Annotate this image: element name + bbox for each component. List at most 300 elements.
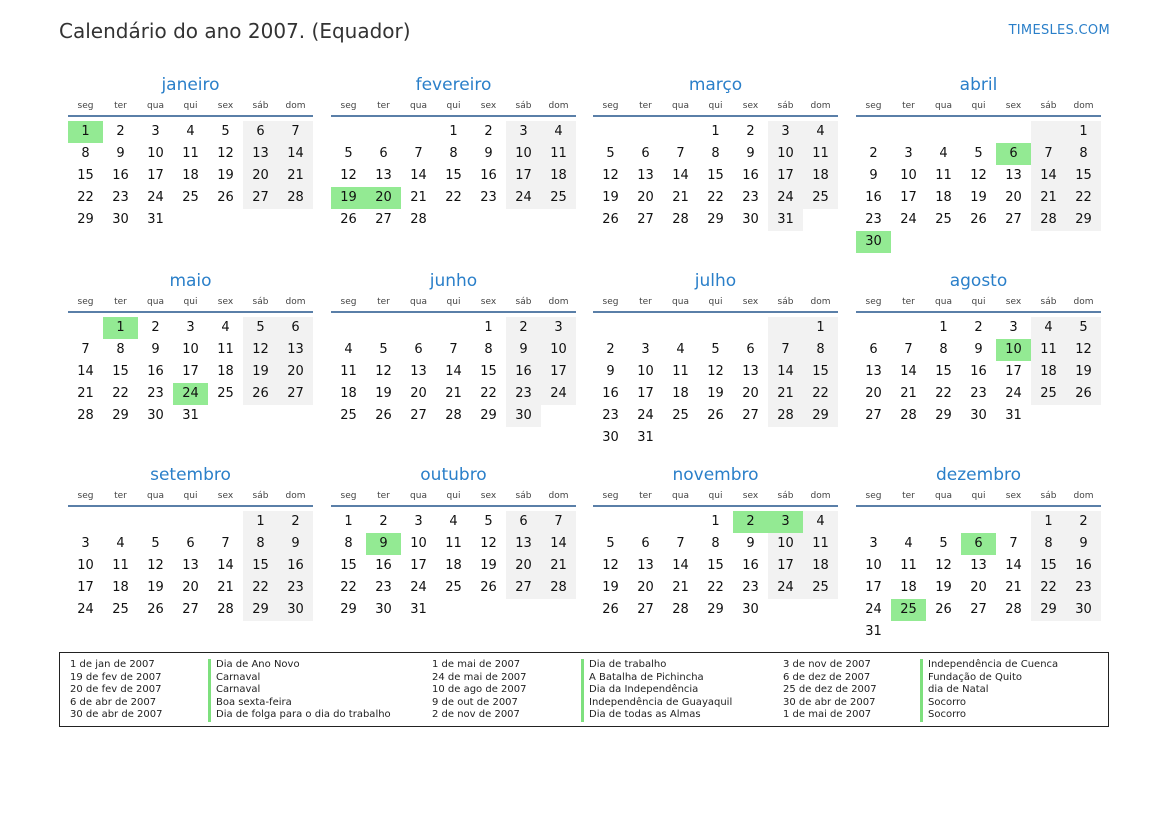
day-cell: 11 (112, 558, 129, 573)
weekday-label: qua (147, 491, 164, 501)
weekday-label: dom (285, 297, 306, 307)
day-cell: 7 (1009, 536, 1018, 551)
weekday-label: seg (602, 101, 619, 111)
day-cell: 6 (379, 146, 388, 161)
month-janeiro (68, 74, 313, 231)
day-cell: 27 (278, 383, 313, 405)
day-cell: 11 (541, 143, 576, 165)
day-cell: 19 (602, 580, 619, 595)
holiday-day-cell: 30 (856, 231, 891, 253)
day-cell: 25 (672, 408, 689, 423)
weekday-label: ter (902, 297, 915, 307)
month-title: maio (169, 271, 212, 291)
day-cell: 13 (970, 558, 987, 573)
days-grid (856, 511, 1101, 643)
site-link[interactable]: TIMESLES.COM (1008, 23, 1110, 38)
day-cell: 29 (1066, 209, 1101, 231)
weekday-header (856, 295, 1101, 313)
day-cell: 1 (1031, 511, 1066, 533)
day-cell: 27 (182, 602, 199, 617)
legend-holiday-name: Independência de Cuenca (920, 659, 1058, 672)
day-cell: 27 (1005, 212, 1022, 227)
weekday-header (331, 99, 576, 117)
day-cell: 3 (506, 121, 541, 143)
weekday-label: sex (1005, 101, 1022, 111)
holiday-day-cell: 2 (733, 511, 768, 533)
day-cell: 2 (484, 124, 493, 139)
day-cell: 22 (1031, 577, 1066, 599)
day-cell: 2 (379, 514, 388, 529)
day-cell: 23 (480, 190, 497, 205)
weekday-label: seg (340, 101, 357, 111)
day-cell: 11 (1031, 339, 1066, 361)
day-cell: 7 (449, 342, 458, 357)
day-cell: 16 (1066, 555, 1101, 577)
weekday-label: seg (865, 101, 882, 111)
day-cell: 2 (974, 320, 983, 335)
day-cell: 11 (935, 168, 952, 183)
weekday-label: sex (742, 297, 759, 307)
day-cell: 11 (900, 558, 917, 573)
weekday-header (593, 99, 838, 117)
day-cell: 13 (637, 168, 654, 183)
day-cell: 23 (742, 580, 759, 595)
day-cell: 21 (900, 386, 917, 401)
month-title: abril (959, 75, 998, 95)
days-grid (331, 121, 576, 231)
empty-day-cell (891, 317, 926, 339)
day-cell: 13 (1005, 168, 1022, 183)
day-cell: 20 (1005, 190, 1022, 205)
weekday-label: seg (340, 297, 357, 307)
weekday-header (331, 489, 576, 507)
holiday-day-cell: 20 (366, 187, 401, 209)
day-cell: 26 (707, 408, 724, 423)
day-cell: 28 (541, 577, 576, 599)
day-cell: 9 (484, 146, 493, 161)
day-cell: 24 (77, 602, 94, 617)
day-cell: 25 (112, 602, 129, 617)
day-cell: 20 (410, 386, 427, 401)
empty-day-cell (401, 121, 436, 143)
weekday-label: ter (377, 297, 390, 307)
day-cell: 29 (112, 408, 129, 423)
legend-date: 24 de mai de 2007 (432, 671, 527, 683)
day-cell: 31 (182, 408, 199, 423)
day-cell: 18 (182, 168, 199, 183)
weekday-label: qui (971, 297, 986, 307)
day-cell: 18 (340, 386, 357, 401)
day-cell: 2 (746, 124, 755, 139)
legend-holiday-name: Independência de Guayaquil (581, 697, 732, 710)
weekday-label: qui (708, 101, 723, 111)
weekday-label: sáb (1040, 101, 1057, 111)
weekday-label: ter (902, 101, 915, 111)
day-cell: 17 (541, 361, 576, 383)
day-cell: 15 (707, 558, 724, 573)
day-cell: 4 (116, 536, 125, 551)
day-cell: 6 (278, 317, 313, 339)
day-cell: 21 (278, 165, 313, 187)
day-cell: 6 (243, 121, 278, 143)
day-cell: 18 (935, 190, 952, 205)
day-cell: 14 (672, 558, 689, 573)
weekday-label: qui (183, 297, 198, 307)
days-grid (856, 317, 1101, 427)
weekday-label: ter (114, 491, 127, 501)
month-title: setembro (150, 465, 231, 485)
day-cell: 2 (1066, 511, 1101, 533)
day-cell: 31 (865, 624, 882, 639)
day-cell: 27 (506, 577, 541, 599)
weekday-label: qua (672, 101, 689, 111)
day-cell: 30 (506, 405, 541, 427)
day-cell: 16 (278, 555, 313, 577)
day-cell: 21 (445, 386, 462, 401)
month-setembro (68, 464, 313, 621)
weekday-label: qui (971, 491, 986, 501)
day-cell: 1 (344, 514, 353, 529)
day-cell: 15 (77, 168, 94, 183)
day-cell: 6 (414, 342, 423, 357)
legend-dates-col-2 (432, 659, 527, 722)
day-cell: 30 (147, 408, 164, 423)
empty-day-cell (926, 511, 961, 533)
day-cell: 7 (414, 146, 423, 161)
month-outubro (331, 464, 576, 621)
weekday-label: sex (480, 101, 497, 111)
day-cell: 7 (221, 536, 230, 551)
month-abril (856, 74, 1101, 253)
day-cell: 19 (480, 558, 497, 573)
empty-day-cell (593, 511, 628, 533)
day-cell: 24 (541, 383, 576, 405)
day-cell: 23 (375, 580, 392, 595)
day-cell: 9 (506, 339, 541, 361)
weekday-label: dom (1073, 491, 1094, 501)
day-cell: 22 (77, 190, 94, 205)
day-cell: 25 (217, 386, 234, 401)
legend-date: 9 de out de 2007 (432, 696, 518, 708)
day-cell: 7 (768, 339, 803, 361)
day-cell: 21 (217, 580, 234, 595)
day-cell: 11 (803, 533, 838, 555)
legend-date: 2 de nov de 2007 (432, 709, 520, 721)
day-cell: 14 (217, 558, 234, 573)
legend-names-col-2 (581, 659, 732, 722)
day-cell: 21 (768, 383, 803, 405)
day-cell: 13 (243, 143, 278, 165)
day-cell: 18 (803, 165, 838, 187)
day-cell: 11 (803, 143, 838, 165)
weekday-label: sáb (515, 491, 532, 501)
weekday-header (856, 489, 1101, 507)
day-cell: 20 (742, 386, 759, 401)
legend-date: 30 de abr de 2007 (70, 709, 163, 721)
weekday-label: sex (217, 491, 234, 501)
month-junho (331, 270, 576, 427)
legend-holiday-name: Dia da Independência (581, 684, 732, 697)
day-cell: 2 (116, 124, 125, 139)
days-grid (68, 317, 313, 427)
day-cell: 20 (278, 361, 313, 383)
legend-date: 1 de mai de 2007 (783, 709, 872, 721)
legend-date: 6 de abr de 2007 (70, 696, 157, 708)
weekday-label: dom (1073, 297, 1094, 307)
weekday-label: qua (410, 297, 427, 307)
day-cell: 30 (742, 212, 759, 227)
weekday-label: sáb (777, 101, 794, 111)
day-cell: 15 (707, 168, 724, 183)
weekday-label: sex (1005, 297, 1022, 307)
legend-holiday-name: Fundação de Quito (920, 672, 1058, 685)
day-cell: 4 (344, 342, 353, 357)
day-cell: 26 (970, 212, 987, 227)
day-cell: 14 (1031, 165, 1066, 187)
day-cell: 15 (112, 364, 129, 379)
month-fevereiro (331, 74, 576, 231)
empty-day-cell (68, 317, 103, 339)
day-cell: 17 (768, 165, 803, 187)
page-title: Calendário do ano 2007. (Equador) (59, 19, 411, 43)
empty-day-cell (68, 511, 103, 533)
empty-day-cell (856, 121, 891, 143)
day-cell: 30 (278, 599, 313, 621)
day-cell: 23 (506, 383, 541, 405)
day-cell: 6 (746, 342, 755, 357)
day-cell: 31 (147, 212, 164, 227)
day-cell: 21 (410, 190, 427, 205)
weekday-label: sáb (252, 101, 269, 111)
month-title: março (688, 75, 743, 95)
holiday-legend (59, 652, 1109, 727)
day-cell: 18 (1031, 361, 1066, 383)
weekday-label: sáb (1040, 491, 1057, 501)
empty-day-cell (856, 511, 891, 533)
empty-day-cell (138, 511, 173, 533)
month-title: dezembro (936, 465, 1021, 485)
weekday-label: seg (865, 491, 882, 501)
day-cell: 31 (1005, 408, 1022, 423)
day-cell: 6 (186, 536, 195, 551)
day-cell: 27 (410, 408, 427, 423)
legend-holiday-name: Carnaval (208, 672, 391, 685)
day-cell: 28 (768, 405, 803, 427)
day-cell: 1 (711, 514, 720, 529)
day-cell: 7 (904, 342, 913, 357)
day-cell: 17 (1005, 364, 1022, 379)
month-title: julho (694, 271, 737, 291)
day-cell: 4 (904, 536, 913, 551)
day-cell: 28 (410, 212, 427, 227)
day-cell: 10 (147, 146, 164, 161)
day-cell: 13 (182, 558, 199, 573)
day-cell: 6 (869, 342, 878, 357)
weekday-label: ter (902, 491, 915, 501)
day-cell: 2 (506, 317, 541, 339)
day-cell: 8 (243, 533, 278, 555)
day-cell: 27 (375, 212, 392, 227)
day-cell: 20 (637, 580, 654, 595)
day-cell: 1 (939, 320, 948, 335)
weekday-label: ter (639, 101, 652, 111)
legend-names-col-3 (920, 659, 1058, 722)
weekday-label: seg (602, 297, 619, 307)
legend-holiday-name: Socorro (920, 697, 1058, 710)
day-cell: 3 (904, 146, 913, 161)
day-cell: 27 (865, 408, 882, 423)
day-cell: 23 (278, 577, 313, 599)
legend-date: 3 de nov de 2007 (783, 659, 871, 670)
day-cell: 29 (1031, 599, 1066, 621)
day-cell: 17 (506, 165, 541, 187)
legend-holiday-name: Carnaval (208, 684, 391, 697)
weekday-label: qui (446, 101, 461, 111)
day-cell: 24 (147, 190, 164, 205)
day-cell: 27 (970, 602, 987, 617)
holiday-day-cell: 6 (996, 143, 1031, 165)
empty-day-cell (663, 121, 698, 143)
day-cell: 19 (1066, 361, 1101, 383)
weekday-label: dom (810, 101, 831, 111)
day-cell: 1 (449, 124, 458, 139)
day-cell: 28 (672, 212, 689, 227)
legend-holiday-name: Dia de trabalho (581, 659, 732, 672)
day-cell: 28 (278, 187, 313, 209)
day-cell: 28 (1031, 209, 1066, 231)
empty-day-cell (961, 121, 996, 143)
legend-date: 6 de dez de 2007 (783, 671, 871, 683)
empty-day-cell (436, 317, 471, 339)
days-grid (331, 317, 576, 427)
weekday-header (856, 99, 1101, 117)
month-agosto (856, 270, 1101, 427)
day-cell: 4 (221, 320, 230, 335)
day-cell: 22 (1066, 187, 1101, 209)
day-cell: 16 (970, 364, 987, 379)
day-cell: 21 (672, 190, 689, 205)
day-cell: 5 (974, 146, 983, 161)
legend-holiday-name: Dia de folga para o dia do trabalho (208, 709, 391, 722)
day-cell: 25 (935, 212, 952, 227)
empty-day-cell (891, 121, 926, 143)
day-cell: 16 (375, 558, 392, 573)
day-cell: 1 (1066, 121, 1101, 143)
day-cell: 20 (637, 190, 654, 205)
month-março (593, 74, 838, 231)
weekday-label: sáb (515, 101, 532, 111)
holiday-day-cell: 9 (366, 533, 401, 555)
empty-day-cell (628, 121, 663, 143)
day-cell: 19 (243, 361, 278, 383)
day-cell: 8 (939, 342, 948, 357)
weekday-label: dom (548, 491, 569, 501)
day-cell: 29 (480, 408, 497, 423)
day-cell: 28 (1005, 602, 1022, 617)
days-grid (68, 121, 313, 231)
day-cell: 27 (742, 408, 759, 423)
day-cell: 14 (672, 168, 689, 183)
day-cell: 19 (375, 386, 392, 401)
weekday-label: dom (548, 101, 569, 111)
weekday-label: qua (672, 491, 689, 501)
day-cell: 23 (742, 190, 759, 205)
day-cell: 11 (182, 146, 199, 161)
day-cell: 8 (1031, 533, 1066, 555)
weekday-label: qua (147, 297, 164, 307)
day-cell: 5 (243, 317, 278, 339)
empty-day-cell (733, 317, 768, 339)
day-cell: 20 (506, 555, 541, 577)
legend-date: 19 de fev de 2007 (70, 671, 162, 683)
days-grid (593, 317, 838, 449)
day-cell: 23 (602, 408, 619, 423)
legend-dates-col-3 (783, 659, 877, 722)
day-cell: 17 (637, 386, 654, 401)
day-cell: 29 (707, 212, 724, 227)
weekday-label: sáb (252, 491, 269, 501)
day-cell: 8 (344, 536, 353, 551)
day-cell: 5 (1066, 317, 1101, 339)
weekday-label: qui (708, 491, 723, 501)
day-cell: 3 (641, 342, 650, 357)
weekday-label: sáb (777, 491, 794, 501)
day-cell: 14 (278, 143, 313, 165)
day-cell: 18 (803, 555, 838, 577)
day-cell: 26 (602, 212, 619, 227)
weekday-label: seg (602, 491, 619, 501)
day-cell: 26 (935, 602, 952, 617)
day-cell: 12 (602, 558, 619, 573)
day-cell: 29 (707, 602, 724, 617)
day-cell: 26 (480, 580, 497, 595)
weekday-label: seg (77, 491, 94, 501)
day-cell: 23 (970, 386, 987, 401)
day-cell: 16 (865, 190, 882, 205)
day-cell: 25 (803, 187, 838, 209)
day-cell: 22 (445, 190, 462, 205)
empty-day-cell (926, 121, 961, 143)
day-cell: 11 (445, 536, 462, 551)
day-cell: 12 (340, 168, 357, 183)
weekday-label: ter (639, 491, 652, 501)
day-cell: 24 (506, 187, 541, 209)
month-title: fevereiro (415, 75, 492, 95)
empty-day-cell (856, 317, 891, 339)
day-cell: 11 (340, 364, 357, 379)
day-cell: 22 (243, 577, 278, 599)
day-cell: 1 (711, 124, 720, 139)
weekday-label: sex (1005, 491, 1022, 501)
weekday-header (68, 99, 313, 117)
legend-holiday-name: Socorro (920, 709, 1058, 722)
days-grid (856, 121, 1101, 253)
weekday-header (68, 489, 313, 507)
day-cell: 19 (970, 190, 987, 205)
day-cell: 22 (803, 383, 838, 405)
empty-day-cell (663, 511, 698, 533)
weekday-label: qui (446, 297, 461, 307)
day-cell: 28 (217, 602, 234, 617)
day-cell: 28 (445, 408, 462, 423)
month-dezembro (856, 464, 1101, 643)
day-cell: 10 (768, 143, 803, 165)
holiday-day-cell: 3 (768, 511, 803, 533)
day-cell: 29 (77, 212, 94, 227)
day-cell: 9 (746, 146, 755, 161)
day-cell: 31 (637, 430, 654, 445)
day-cell: 12 (243, 339, 278, 361)
